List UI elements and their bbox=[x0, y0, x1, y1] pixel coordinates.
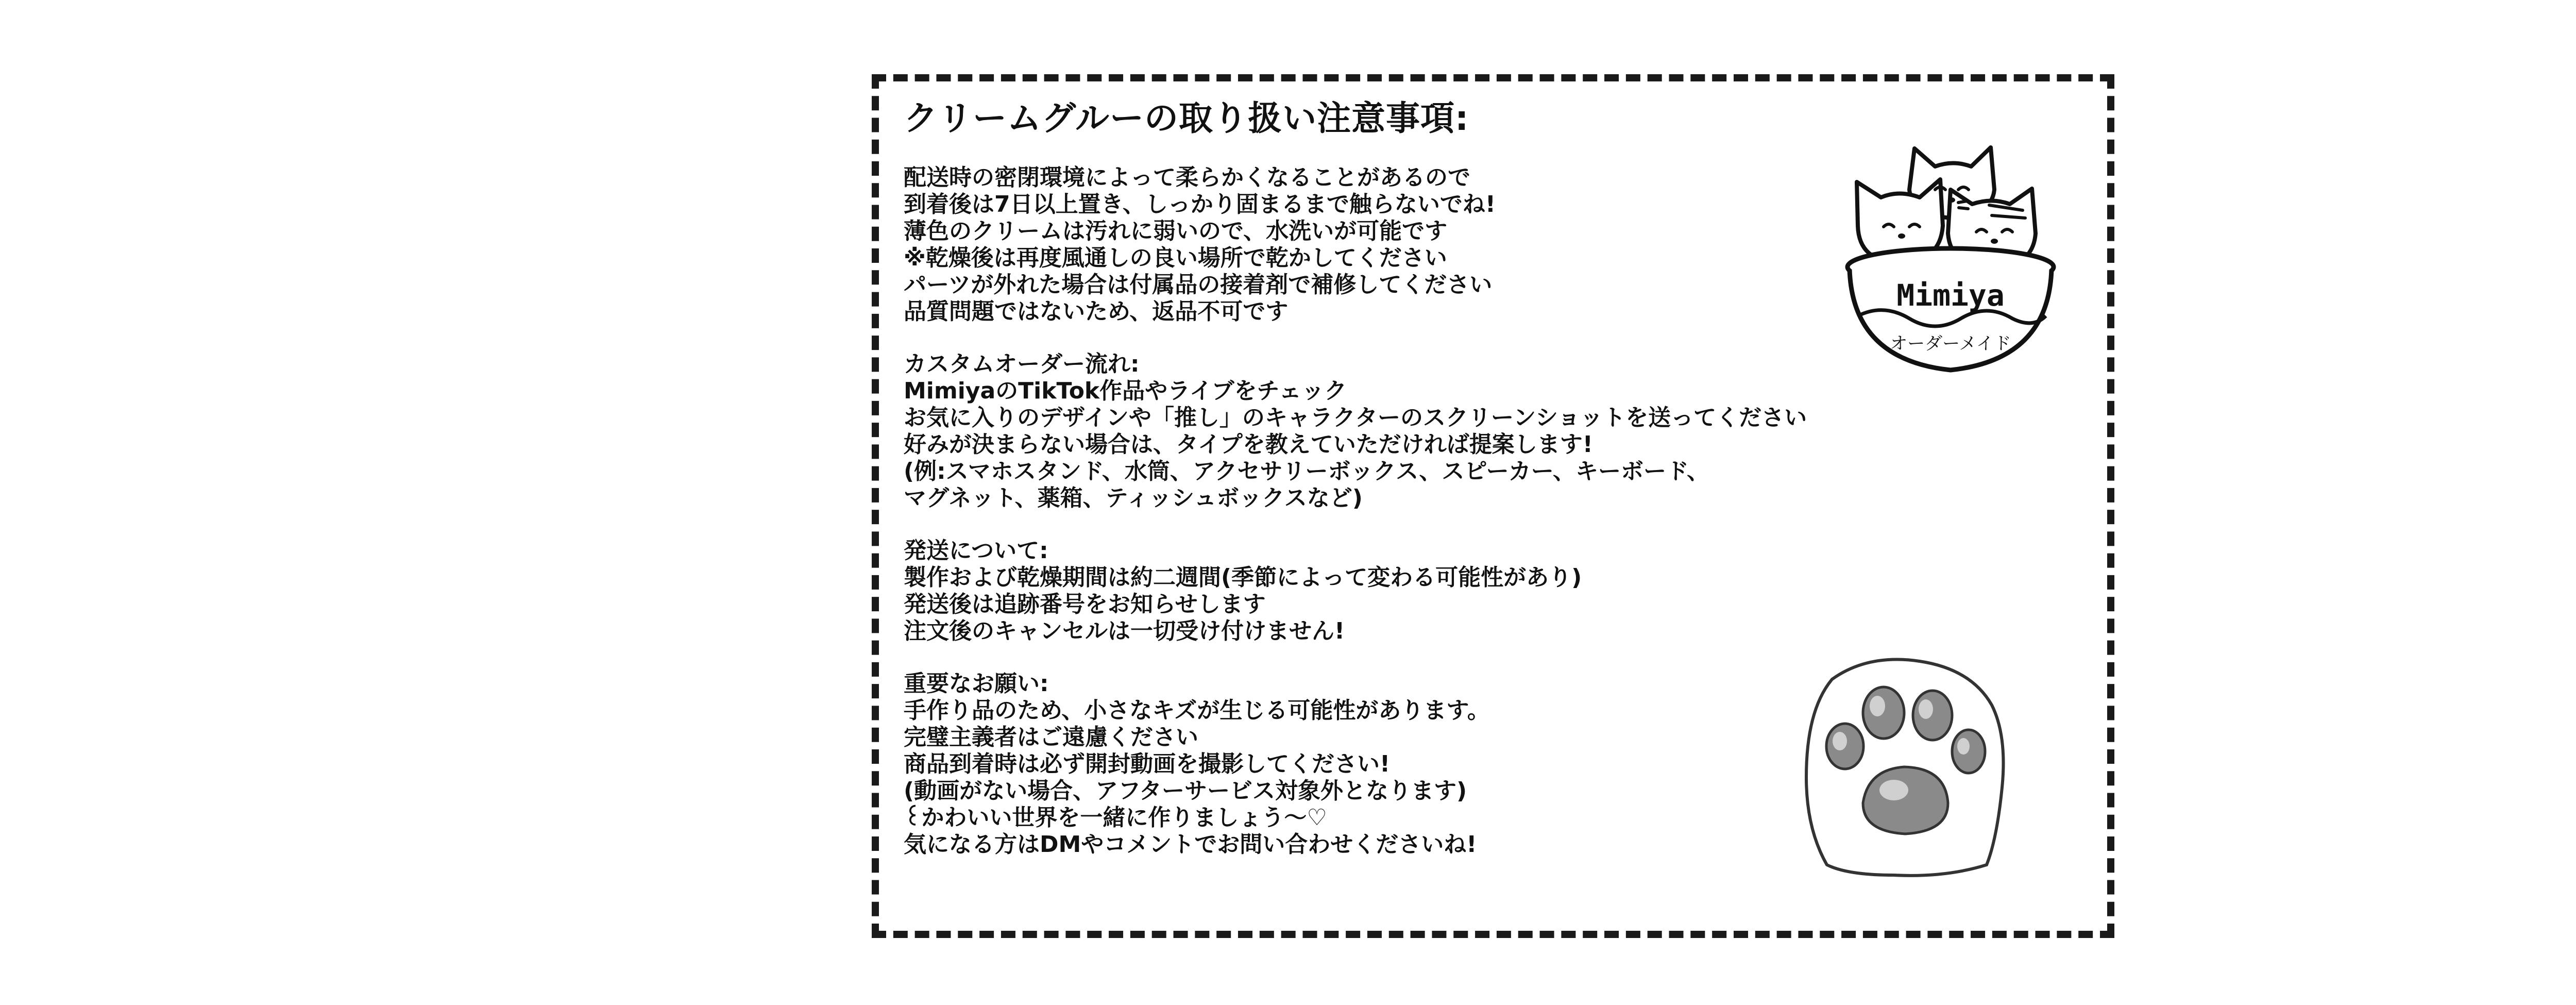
request-line: (動画がない場合、アフターサービス対象外となります) bbox=[904, 778, 1467, 804]
cat-paw-illustration bbox=[1791, 648, 2018, 880]
shipping-line: 注文後のキャンセルは一切受け付けません! bbox=[904, 618, 1345, 644]
care-line: ※乾燥後は再度風通しの良い場所で乾かしてください bbox=[904, 245, 1447, 271]
custom-order-line: お気に入りのデザインや「推し」のキャラクターのスクリーンショットを送ってください bbox=[904, 405, 1807, 431]
request-line: ꒰かわいい世界を一緒に作りましょう～♡ bbox=[904, 805, 1327, 831]
care-line: 到着後は7日以上置き、しっかり固まるまで触らないでね! bbox=[904, 191, 1496, 217]
care-line: 薄色のクリームは汚れに弱いので、水洗いが可能です bbox=[904, 218, 1448, 244]
logo-subtitle-text: オーダーメイド bbox=[1890, 333, 2011, 354]
notice-card bbox=[872, 74, 2114, 938]
shipping-section bbox=[904, 538, 1831, 645]
shipping-line: 製作および乾燥期間は約二週間(季節によって変わる可能性があり) bbox=[904, 564, 1582, 591]
request-line: 商品到着時は必ず開封動画を撮影してください! bbox=[904, 751, 1391, 777]
care-section bbox=[904, 164, 1831, 325]
request-section bbox=[904, 671, 1831, 858]
notice-content bbox=[904, 93, 1831, 884]
custom-order-heading: カスタムオーダー流れ: bbox=[904, 351, 1140, 377]
logo-brand-text: Mimiya bbox=[1896, 278, 2005, 313]
request-line: 気になる方はDMやコメントでお問い合わせくださいね! bbox=[904, 831, 1477, 858]
notice-title: クリームグルーの取り扱い注意事項: bbox=[904, 98, 1469, 138]
custom-order-line: MimiyaのTikTok作品やライブをチェック bbox=[904, 378, 1347, 404]
shipping-heading: 発送について: bbox=[904, 538, 1048, 564]
request-heading: 重要なお願い: bbox=[904, 671, 1049, 697]
care-line: パーツが外れた場合は付属品の接着剤で補修してください bbox=[904, 272, 1493, 298]
request-line: 完璧主義者はご遠慮ください bbox=[904, 724, 1198, 750]
request-line: 手作り品のため、小さなキズが生じる可能性があります。 bbox=[904, 697, 1490, 724]
custom-order-section bbox=[904, 351, 1831, 512]
custom-order-line: (例:スマホスタンド、水筒、アクセサリーボックス、スピーカー、キーボード、 bbox=[904, 458, 1710, 484]
shipping-line: 発送後は追跡番号をお知らせします bbox=[904, 591, 1266, 617]
custom-order-line: 好みが決まらない場合は、タイプを教えていただければ提案します! bbox=[904, 431, 1593, 458]
mimiya-logo bbox=[1837, 112, 2064, 391]
care-line: 品質問題ではないため、返品不可です bbox=[904, 298, 1289, 325]
care-line: 配送時の密閉環境によって柔らかくなることがあるので bbox=[904, 164, 1470, 191]
custom-order-line: マグネット、薬箱、ティッシュボックスなど) bbox=[904, 485, 1363, 511]
